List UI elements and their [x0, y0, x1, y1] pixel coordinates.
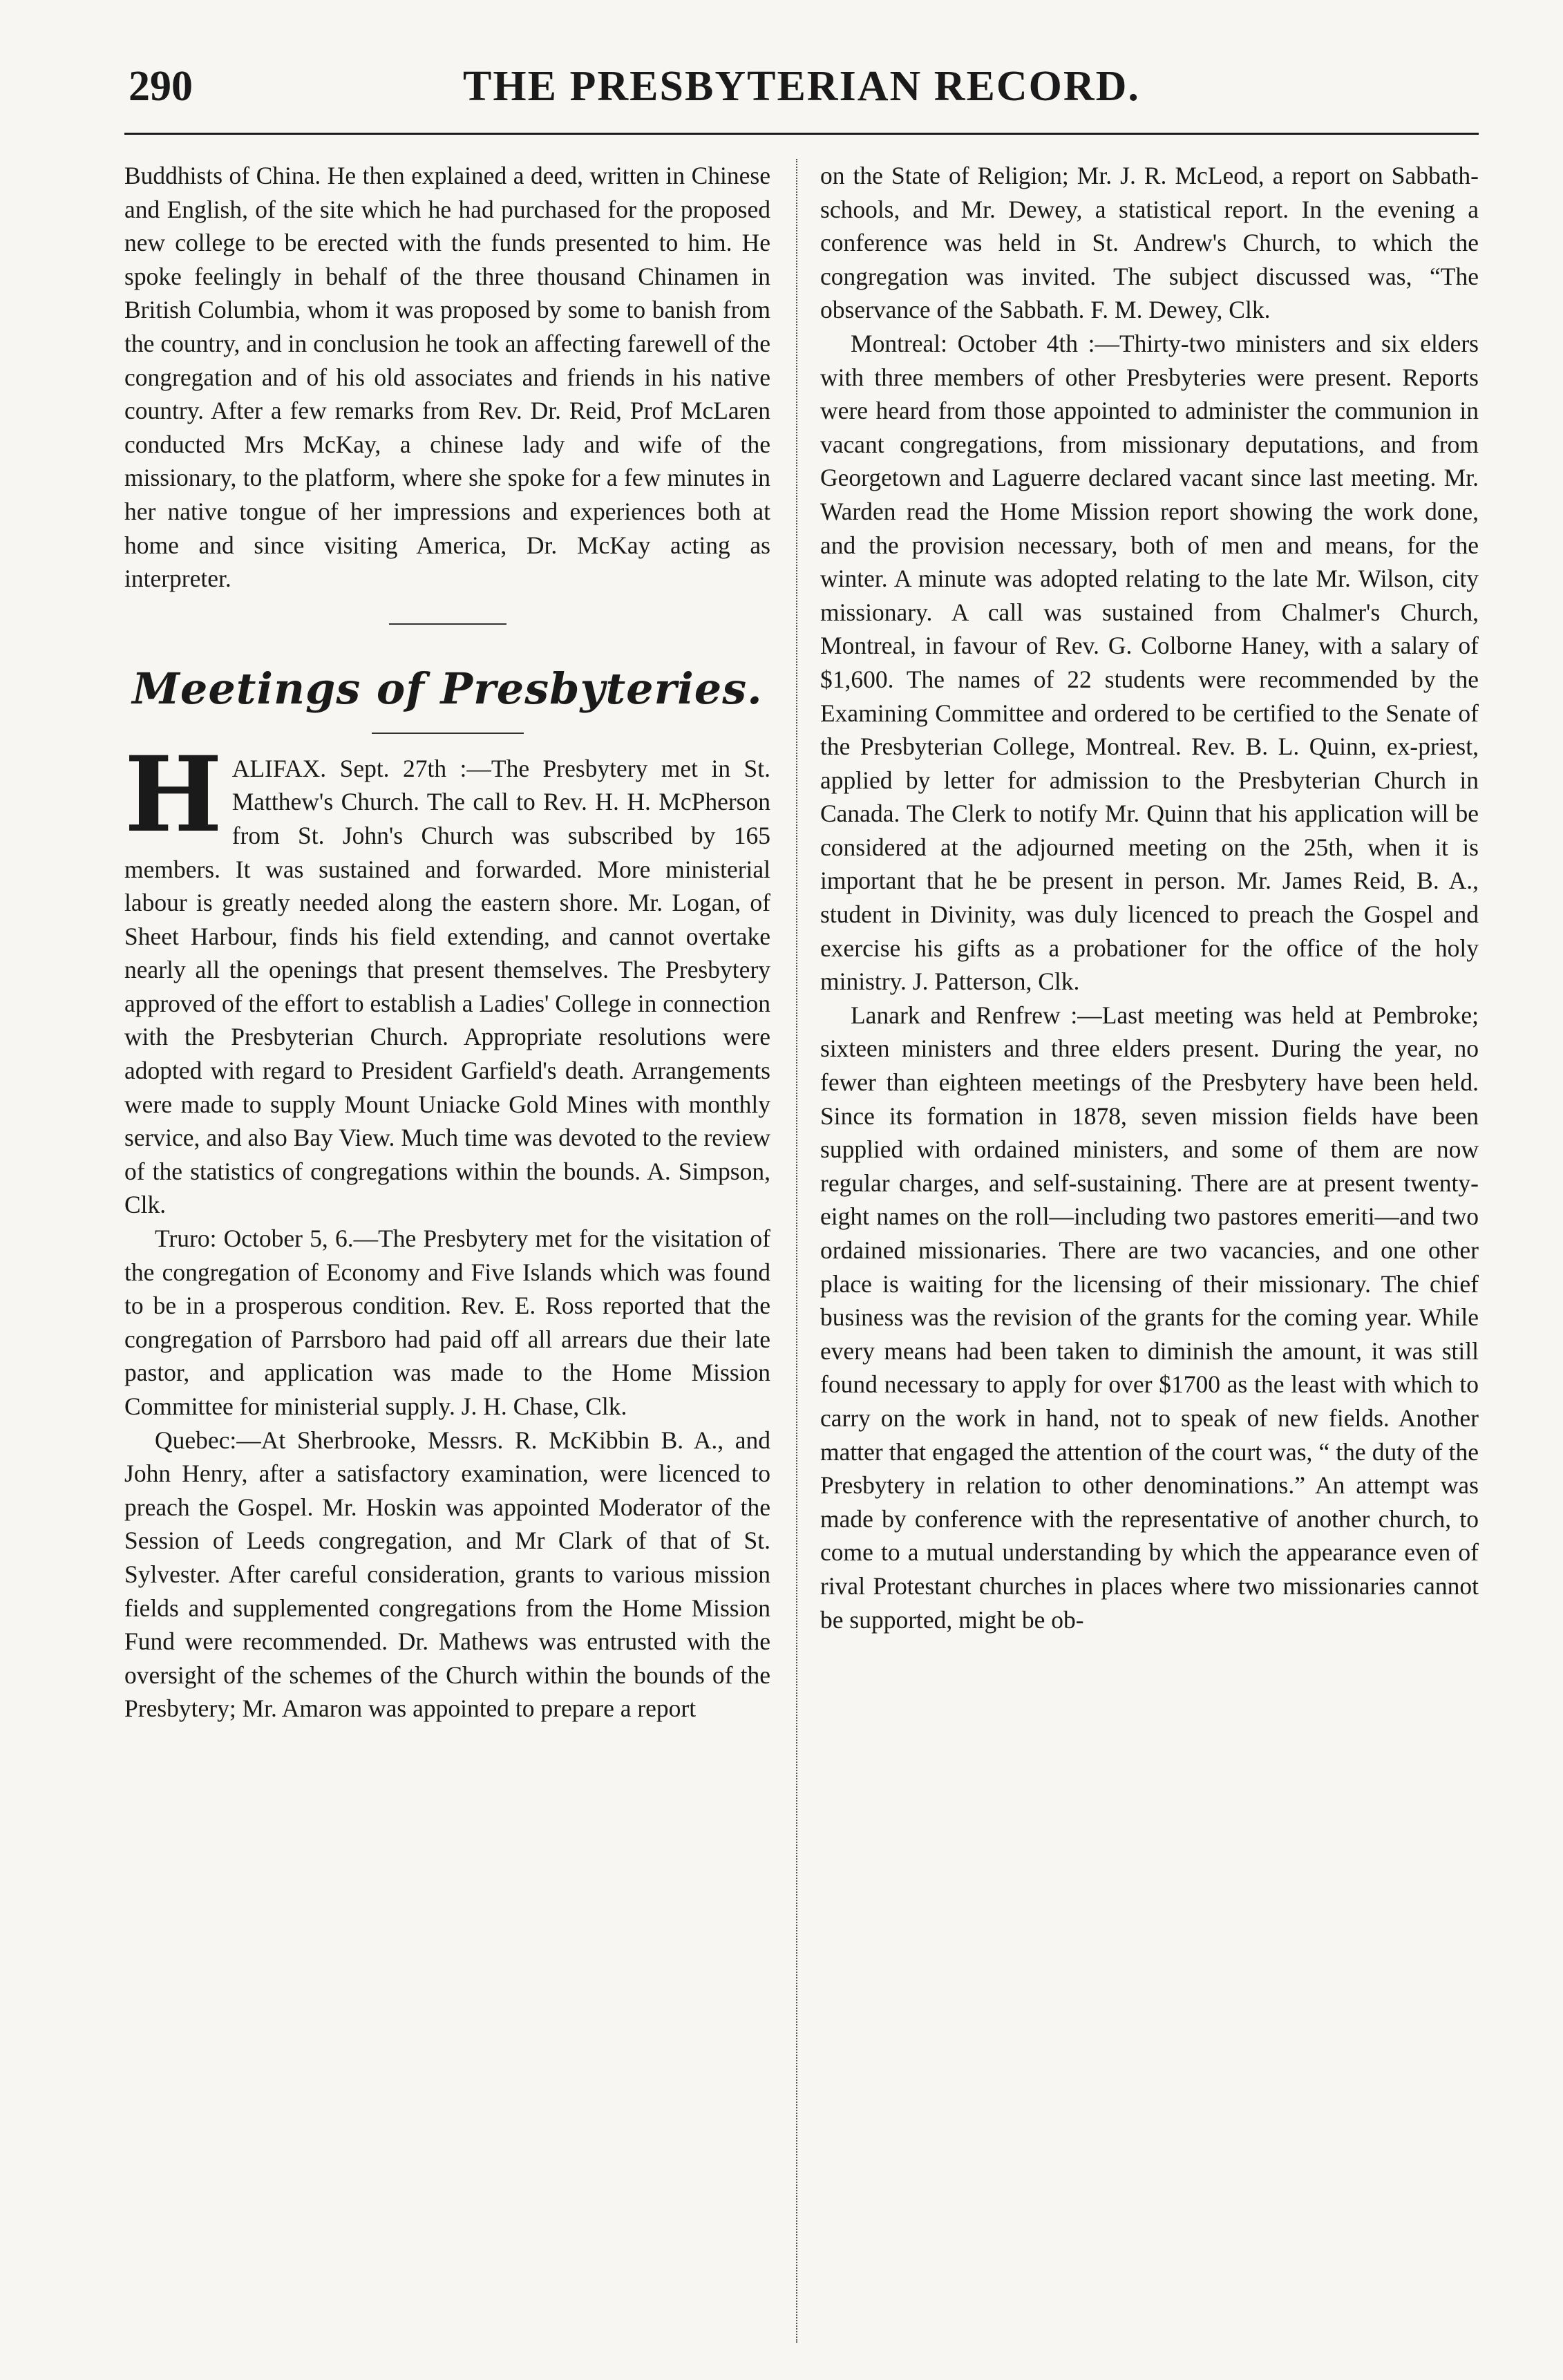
paragraph-quebec: Quebec:—At Sherbrooke, Messrs. R. McKibbin B. A., and John Henry, after a satisfactory examination, were licenced to preach the Gospel. Mr. Hoskin was appointed Moderator of the Session of Leeds congregation, and Mr Clark of that of St. Sylvester. After careful consideration, grants to various mission fields and supplemented congregations from the Home Mission Fund were recommended. Dr. Mathews was entrusted with the oversight of the schemes of the Church within the bounds of the Presbytery; Mr. Amaron was appointed to prepare a report	[124, 1426, 770, 1723]
drop-cap: H	[124, 733, 222, 856]
section-heading: Meetings of Presbyteries.	[132, 663, 763, 714]
page-header	[124, 55, 1479, 117]
section-divider	[389, 623, 506, 625]
page-number: 290	[129, 63, 193, 110]
paragraph-halifax	[124, 733, 770, 1222]
running-title: THE PRESBYTERIAN RECORD.	[463, 63, 1140, 110]
page	[124, 41, 1479, 2357]
paragraph-truro: Truro: October 5, 6.—The Presbytery met for the visitation of the congregation of Economy and Five Islands which was found to be in a prosperous condition. Rev. E. Ross reported that the congregation of Parrsboro had paid off all arrears due their late pastor, and application was made to the Home Mission Committee for ministerial supply. J. H. Chase, Clk.	[124, 1225, 770, 1420]
paragraph-buddhists: Buddhists of China. He then explained a deed, written in Chinese and English, of the site which he had purchased for the proposed new college to be erected with the funds presented to him. He spoke feelingly in behalf of the three thousand Chinamen in British Columbia, whom it was proposed by some to banish from the country, and in conclusion he took an affecting farewell of the congregation and of his old associates and friends in his native country. After a few remarks from Rev. Dr. Reid, Prof McLaren conducted Mrs McKay, a chinese lady and wife of the missionary, to the platform, where she spoke for a few minutes in her native tongue of her impressions and experiences both at home and since visiting America, Dr. McKay acting as interpreter.	[124, 162, 770, 593]
column-divider	[796, 159, 797, 2343]
heading-rule	[372, 733, 524, 734]
right-column	[820, 159, 1479, 1636]
paragraph-montreal: Montreal: October 4th :—Thirty-two ministers and six elders with three members of other Presbyteries were present. Reports were heard from those appointed to administer the communion in vacant congregations, from missionary deputations, and from Georgetown and Laguerre declared vacant since last meeting. Mr. Warden read the Home Mission report showing the work done, and the provision necessary, both of men and means, for the winter. A minute was adopted relating to the late Mr. Wilson, city missionary. A call was sustained from Chalmer's Church, Montreal, in favour of Rev. G. Colborne Haney, with a salary of $1,600. The names of 22 students were recommended by the Examining Committee and ordered to be certified to the Senate of the Presbyterian College, Montreal. Rev. B. L. Quinn, ex-priest, applied by letter for admission to the Presbyterian Church in Canada. The Clerk to notify Mr. Quinn that his application will be considered at the adjourned meeting on the 25th, when it is important that he be present in person. Mr. James Reid, B. A., student in Divinity, was duly licenced to preach the Gospel and exercise his gifts as a probationer for the office of the holy ministry. J. Patterson, Clk.	[820, 329, 1479, 996]
halifax-text: ALIFAX. Sept. 27th :—The Presbytery met in St. Matthew's Church. The call to Rev. H. H. McPherson from St. John's Church was subscribed by 165 members. It was sustained and forwarded. More ministerial labour is greatly needed along the eastern shore. Mr. Logan, of Sheet Harbour, finds his field extending, and cannot overtake nearly all the openings that present themselves. The Presbytery approved of the effort to establish a Ladies' College in connection with the Presbyterian Church. Appropriate resolutions were adopted with regard to President Garfield's death. Arrangements were made to supply Mount Uniacke Gold Mines with monthly service, and also Bay View. Much time was devoted to the review of the statistics of congregations within the bounds. A. Simpson, Clk.	[124, 754, 770, 1219]
paragraph-lanark-renfrew: Lanark and Renfrew :—Last meeting was held at Pembroke; sixteen ministers and three elders present. During the year, no fewer than eighteen meetings of the Presbytery have been held. Since its formation in 1878, seven mission fields have been supplied with ordained ministers, and some of them are now regular charges, and self-sustaining. There are at present twenty-eight names on the roll—including two pastores emeriti—and two ordained missionaries. There are two vacancies, and one other place is waiting for the licensing of their missionary. The chief business was the revision of the grants for the coming year. While every means had been taken to diminish the amount, it was still found necessary to apply for over $1700 as the least with which to carry on the work in hand, not to speak of new fields. Another matter that engaged the attention of the court was, “ the duty of the Presbytery in relation to other denominations.” An attempt was made by conference with the representative of another church, to come to a mutual understanding by which the appearance even of rival Protestant churches in places where two missionaries cannot be supported, might be ob-	[820, 1001, 1479, 1634]
paragraph-state-of-religion: on the State of Religion; Mr. J. R. McLeod, a report on Sabbath-schools, and Mr. Dewey, a statistical report. In the evening a conference was held in St. Andrew's Church, to which the congregation was invited. The subject discussed was, “The observance of the Sabbath. F. M. Dewey, Clk.	[820, 162, 1479, 324]
header-rule	[124, 133, 1479, 135]
left-column	[124, 159, 770, 1726]
